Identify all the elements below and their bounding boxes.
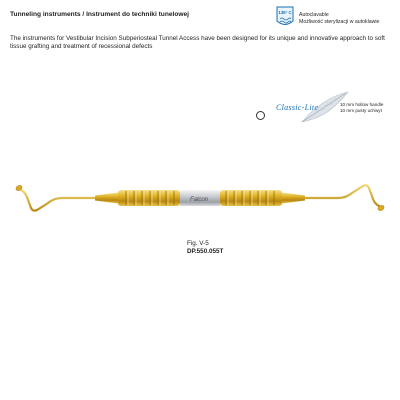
page-title: Tunneling instruments / Instrument do techniki tunelowej (10, 11, 190, 18)
radio-circle-icon[interactable] (256, 111, 265, 120)
autoclave-label-pl: Możliwość sterylizacji w autoklawie (299, 19, 380, 25)
svg-text:Classic-Lite: Classic-Lite (276, 103, 319, 112)
product-code: DP.550.055T (187, 248, 224, 255)
autoclave-temperature: 135° C (278, 10, 292, 15)
tunneling-instrument-image (0, 165, 400, 235)
product-description: The instruments for Vestibular Incision Subperiosteal Tunnel Access have been designed for its unique and innovative approach to soft tissue grafting and treatment of recessional defects (10, 35, 385, 50)
falcon-engraving: Falcon (190, 197, 209, 203)
handle-description-en: 10 mm hollow handle (340, 102, 384, 107)
autoclave-icon (276, 6, 294, 28)
handle-description-pl: 10 mm pusty uchwyt (340, 108, 382, 113)
figure-label: Fig. V-5 (187, 240, 209, 247)
autoclave-label-en: Autoclavable (299, 12, 329, 18)
